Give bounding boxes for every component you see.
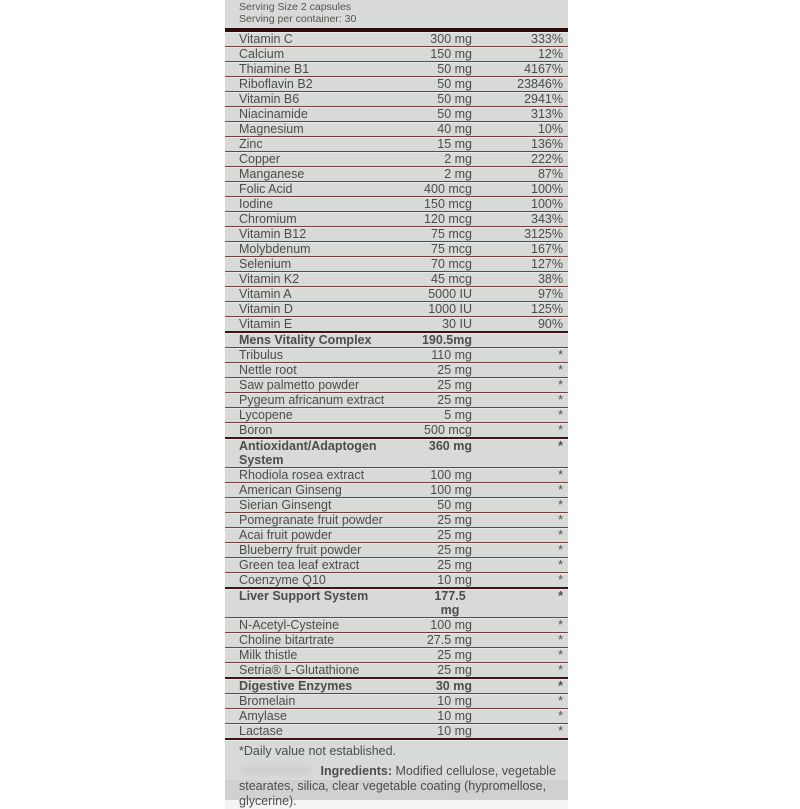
ingredient-name: Saw palmetto powder bbox=[239, 378, 360, 392]
ingredient-daily-value: * bbox=[558, 378, 563, 392]
table-row bbox=[225, 422, 568, 437]
table-row bbox=[225, 437, 568, 467]
ingredient-daily-value: 100% bbox=[531, 197, 563, 211]
ingredient-amount: 400 mcg bbox=[424, 182, 472, 196]
ingredient-amount: 15 mg bbox=[437, 137, 472, 151]
table-row bbox=[225, 677, 568, 693]
ingredient-amount: 2 mg bbox=[444, 167, 472, 181]
ingredient-name: Amylase bbox=[239, 709, 287, 723]
ingredient-daily-value: * bbox=[558, 663, 563, 677]
ingredient-daily-value: * bbox=[558, 573, 563, 587]
table-row bbox=[225, 136, 568, 151]
ingredient-amount: 10 mg bbox=[437, 694, 472, 708]
ingredient-daily-value: 136% bbox=[531, 137, 563, 151]
ingredient-name: Rhodiola rosea extract bbox=[239, 468, 365, 482]
ingredient-daily-value: * bbox=[558, 513, 563, 527]
ingredient-amount: 100 mg bbox=[430, 618, 472, 632]
table-row bbox=[225, 587, 568, 617]
ingredient-name: Liver Support System bbox=[239, 589, 369, 603]
ingredient-amount: 50 mg bbox=[437, 107, 472, 121]
table-row bbox=[225, 407, 568, 422]
table-row bbox=[225, 557, 568, 572]
table-row bbox=[225, 527, 568, 542]
table-row bbox=[225, 662, 568, 677]
ingredient-amount: 50 mg bbox=[437, 77, 472, 91]
ingredient-daily-value: * bbox=[558, 618, 563, 632]
ingredient-daily-value: 38% bbox=[537, 272, 563, 286]
ingredient-name: Copper bbox=[239, 152, 280, 166]
ingredient-name: Lycopene bbox=[239, 408, 293, 422]
ingredient-name: Vitamin D bbox=[239, 302, 293, 316]
ingredient-amount: 25 mg bbox=[437, 363, 472, 377]
ingredient-name: Nettle root bbox=[239, 363, 297, 377]
ingredient-name: Chromium bbox=[239, 212, 297, 226]
ingredient-name: Thiamine B1 bbox=[239, 62, 310, 76]
ingredient-amount: 100 mg bbox=[430, 468, 472, 482]
table-row bbox=[225, 331, 568, 347]
supplement-facts-panel bbox=[225, 0, 568, 808]
table-row bbox=[225, 542, 568, 557]
table-row bbox=[225, 166, 568, 181]
redacted-text-blur bbox=[241, 765, 311, 775]
table-row bbox=[225, 512, 568, 527]
ingredients-label: Ingredients: bbox=[320, 764, 393, 778]
ingredient-amount: 25 mg bbox=[437, 528, 472, 542]
ingredient-amount: 25 mg bbox=[437, 663, 472, 677]
ingredient-amount: 70 mcg bbox=[431, 257, 472, 271]
ingredient-daily-value: 167% bbox=[531, 242, 563, 256]
ingredient-amount: 25 mg bbox=[437, 543, 472, 557]
table-row bbox=[225, 708, 568, 723]
ingredient-daily-value: * bbox=[558, 468, 563, 482]
ingredient-amount: 25 mg bbox=[437, 648, 472, 662]
table-row bbox=[225, 106, 568, 121]
ingredient-name: Molybdenum bbox=[239, 242, 311, 256]
ingredient-amount: 50 mg bbox=[437, 62, 472, 76]
ingredient-daily-value: 343% bbox=[531, 212, 563, 226]
ingredient-name: Milk thistle bbox=[239, 648, 298, 662]
ingredient-amount: 5 mg bbox=[444, 408, 472, 422]
table-row bbox=[225, 61, 568, 76]
table-row bbox=[225, 723, 568, 738]
ingredient-amount: 300 mg bbox=[430, 32, 472, 46]
ingredient-amount: 150 mg bbox=[430, 47, 472, 61]
table-row bbox=[225, 377, 568, 392]
ingredient-daily-value: * bbox=[558, 679, 563, 693]
table-row bbox=[225, 693, 568, 708]
ingredient-amount: 10 mg bbox=[437, 724, 472, 738]
ingredient-daily-value: * bbox=[558, 348, 563, 362]
ingredient-name: Selenium bbox=[239, 257, 292, 271]
ingredient-name: Boron bbox=[239, 423, 273, 437]
table-row bbox=[225, 196, 568, 211]
ingredient-amount: 150 mcg bbox=[424, 197, 472, 211]
ingredient-daily-value: 125% bbox=[531, 302, 563, 316]
ingredient-name: Lactase bbox=[239, 724, 283, 738]
serving-size-text: Serving Size 2 capsules bbox=[239, 1, 352, 13]
table-row bbox=[225, 316, 568, 331]
ingredient-name: Riboflavin B2 bbox=[239, 77, 313, 91]
ingredient-daily-value: * bbox=[558, 393, 563, 407]
ingredient-amount: 190.5mg bbox=[421, 333, 472, 347]
ingredient-name: Iodine bbox=[239, 197, 274, 211]
ingredient-name: Niacinamide bbox=[239, 107, 308, 121]
table-row bbox=[225, 211, 568, 226]
ingredient-name: Blueberry fruit powder bbox=[239, 543, 362, 557]
table-row bbox=[225, 181, 568, 196]
table-row bbox=[225, 632, 568, 647]
ingredient-name: Vitamin A bbox=[239, 287, 292, 301]
ingredient-daily-value: * bbox=[558, 558, 563, 572]
ingredient-amount: 360 mg bbox=[428, 439, 472, 453]
ingredient-amount: 110 mg bbox=[431, 348, 472, 362]
ingredient-name: American Ginseng bbox=[239, 483, 342, 497]
ingredient-amount: 1000 IU bbox=[428, 302, 472, 316]
ingredient-name: Vitamin C bbox=[239, 32, 293, 46]
ingredient-daily-value: * bbox=[558, 709, 563, 723]
ingredient-daily-value: 23846% bbox=[517, 77, 563, 91]
ingredient-daily-value: * bbox=[558, 363, 563, 377]
ingredient-daily-value: * bbox=[558, 528, 563, 542]
ingredient-daily-value: 3125% bbox=[524, 227, 563, 241]
ingredient-daily-value: 313% bbox=[531, 107, 563, 121]
table-row bbox=[225, 392, 568, 407]
table-row bbox=[225, 467, 568, 482]
ingredient-amount: 50 mg bbox=[437, 498, 472, 512]
ingredient-name: Vitamin B6 bbox=[239, 92, 300, 106]
ingredient-name: Folic Acid bbox=[239, 182, 293, 196]
ingredient-name: Antioxidant/Adaptogen System bbox=[239, 439, 377, 467]
ingredient-daily-value: * bbox=[558, 724, 563, 738]
ingredient-daily-value: * bbox=[558, 439, 563, 453]
daily-value-footnote: *Daily value not established. bbox=[239, 744, 397, 758]
ingredient-name: Sierian Ginsengt bbox=[239, 498, 332, 512]
ingredient-name: Pygeum africanum extract bbox=[239, 393, 385, 407]
table-row bbox=[225, 241, 568, 256]
ingredient-amount: 100 mg bbox=[430, 483, 472, 497]
table-row bbox=[225, 226, 568, 241]
table-row bbox=[225, 91, 568, 106]
ingredient-daily-value: 100% bbox=[531, 182, 563, 196]
ingredient-amount: 45 mcg bbox=[431, 272, 472, 286]
table-row bbox=[225, 482, 568, 497]
ingredient-amount: 500 mcg bbox=[424, 423, 472, 437]
table-row bbox=[225, 497, 568, 512]
facts-table bbox=[225, 32, 568, 738]
ingredient-amount: 25 mg bbox=[437, 513, 472, 527]
ingredient-name: Pomegranate fruit powder bbox=[239, 513, 383, 527]
ingredient-name: Magnesium bbox=[239, 122, 304, 136]
ingredient-name: Green tea leaf extract bbox=[239, 558, 360, 572]
table-row bbox=[225, 347, 568, 362]
ingredients-text: Modified cellulose, vegetable stearates, silica, clear vegetable coating (hypromellose, glycerine). bbox=[239, 764, 557, 808]
ingredient-amount: 30 IU bbox=[442, 317, 472, 331]
table-row bbox=[225, 121, 568, 136]
ingredient-daily-value: 97% bbox=[537, 287, 563, 301]
ingredient-amount: 25 mg bbox=[437, 378, 472, 392]
ingredient-name: Vitamin B12 bbox=[239, 227, 307, 241]
table-row bbox=[225, 286, 568, 301]
ingredient-name: Coenzyme Q10 bbox=[239, 573, 326, 587]
ingredient-amount: 10 mg bbox=[437, 573, 472, 587]
ingredient-name: Bromelain bbox=[239, 694, 296, 708]
ingredient-amount: 50 mg bbox=[437, 92, 472, 106]
ingredient-daily-value: 222% bbox=[531, 152, 563, 166]
ingredient-name: Choline bitartrate bbox=[239, 633, 335, 647]
ingredient-daily-value: 127% bbox=[531, 257, 563, 271]
ingredient-name: Calcium bbox=[239, 47, 285, 61]
ingredient-daily-value: 4167% bbox=[524, 62, 563, 76]
ingredient-daily-value: * bbox=[558, 543, 563, 557]
servings-per-container-text: Serving per container: 30 bbox=[239, 12, 357, 25]
ingredient-amount: 40 mg bbox=[437, 122, 472, 136]
table-row bbox=[225, 301, 568, 316]
ingredient-amount: 75 mcg bbox=[431, 227, 472, 241]
table-row bbox=[225, 271, 568, 286]
ingredient-daily-value: 12% bbox=[537, 47, 563, 61]
table-row bbox=[225, 256, 568, 271]
table-row bbox=[225, 46, 568, 61]
ingredient-amount: 2 mg bbox=[444, 152, 472, 166]
ingredient-amount: 25 mg bbox=[437, 558, 472, 572]
ingredient-name: Mens Vitality Complex bbox=[239, 333, 372, 347]
ingredient-name: Vitamin E bbox=[239, 317, 293, 331]
ingredient-daily-value: * bbox=[558, 483, 563, 497]
ingredient-amount: 75 mcg bbox=[431, 242, 472, 256]
ingredient-daily-value: * bbox=[558, 423, 563, 437]
table-row bbox=[225, 617, 568, 632]
ingredients-paragraph bbox=[225, 762, 568, 809]
table-row bbox=[225, 572, 568, 587]
ingredient-amount: 120 mcg bbox=[424, 212, 472, 226]
ingredient-daily-value: 90% bbox=[537, 317, 563, 331]
ingredient-amount: 25 mg bbox=[437, 393, 472, 407]
ingredient-daily-value: * bbox=[558, 648, 563, 662]
table-row bbox=[225, 76, 568, 91]
table-row bbox=[225, 362, 568, 377]
ingredient-amount: 27.5 mg bbox=[426, 633, 472, 647]
table-row bbox=[225, 647, 568, 662]
ingredient-name: Zinc bbox=[239, 137, 263, 151]
ingredient-amount: 177.5 mg bbox=[434, 589, 466, 617]
ingredient-daily-value: * bbox=[558, 408, 563, 422]
ingredient-daily-value: 333% bbox=[531, 32, 563, 46]
ingredient-name: N-Acetyl-Cysteine bbox=[239, 618, 340, 632]
ingredient-amount: 30 mg bbox=[435, 679, 472, 693]
ingredient-amount: 10 mg bbox=[437, 709, 472, 723]
ingredient-daily-value: * bbox=[558, 498, 563, 512]
ingredient-daily-value: 87% bbox=[537, 167, 563, 181]
ingredient-name: Tribulus bbox=[239, 348, 283, 362]
table-row bbox=[225, 151, 568, 166]
ingredient-name: Vitamin K2 bbox=[239, 272, 300, 286]
ingredient-name: Acai fruit powder bbox=[239, 528, 333, 542]
serving-header bbox=[225, 0, 568, 28]
ingredient-amount: 5000 IU bbox=[428, 287, 472, 301]
ingredient-name: Digestive Enzymes bbox=[239, 679, 353, 693]
ingredient-daily-value: * bbox=[558, 633, 563, 647]
ingredient-daily-value: * bbox=[558, 694, 563, 708]
ingredient-name: Manganese bbox=[239, 167, 305, 181]
ingredient-daily-value: 10% bbox=[537, 122, 563, 136]
ingredient-daily-value: 2941% bbox=[524, 92, 563, 106]
table-row bbox=[225, 32, 568, 46]
ingredient-daily-value: * bbox=[558, 589, 563, 603]
ingredient-name: Setria® L-Glutathione bbox=[239, 663, 360, 677]
